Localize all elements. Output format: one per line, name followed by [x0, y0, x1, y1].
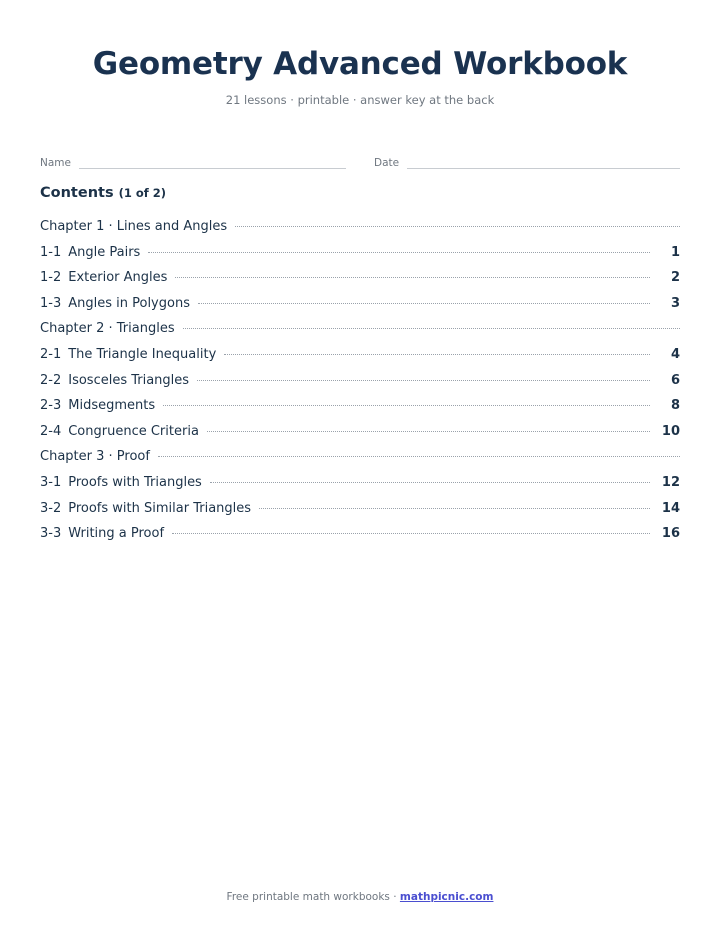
toc-lesson-title: Proofs with Similar Triangles: [68, 500, 252, 516]
toc-page-number: 6: [670, 372, 680, 388]
name-field[interactable]: [40, 157, 346, 169]
toc-lesson-number: 3-2: [40, 500, 62, 516]
toc-chapter-row: [40, 449, 680, 475]
toc-dot-leader: [224, 354, 650, 355]
toc-lesson-row: [40, 475, 680, 501]
toc-page-number: 10: [661, 423, 680, 439]
table-of-contents: [40, 219, 680, 552]
toc-lesson-title: Midsegments: [68, 398, 156, 414]
toc-lesson-row: [40, 398, 680, 424]
toc-chapter-row: [40, 321, 680, 347]
toc-lesson-number: 1-1: [40, 244, 62, 260]
contents-page-count: (1 of 2): [118, 186, 167, 200]
name-label: Name: [40, 157, 71, 169]
toc-lesson-row: [40, 373, 680, 399]
toc-lesson-title: Isosceles Triangles: [68, 372, 190, 388]
toc-lesson-number: 2-4: [40, 423, 62, 439]
toc-dot-leader: [172, 533, 650, 534]
toc-dot-leader: [198, 303, 650, 304]
toc-dot-leader: [210, 482, 650, 483]
toc-page-number: 2: [670, 270, 680, 286]
toc-page-number: 14: [661, 500, 680, 516]
toc-lesson-title: Angles in Polygons: [68, 295, 190, 311]
toc-lesson-title: The Triangle Inequality: [68, 346, 217, 362]
contents-heading-text: Contents: [40, 185, 114, 201]
toc-dot-leader: [259, 508, 650, 509]
toc-lesson-row: [40, 296, 680, 322]
toc-lesson-title: Exterior Angles: [68, 270, 168, 286]
toc-lesson-number: 3-1: [40, 474, 62, 490]
date-line: [407, 160, 680, 169]
toc-dot-leader: [163, 405, 650, 406]
toc-dot-leader: [207, 431, 650, 432]
toc-lesson-number: 3-3: [40, 526, 62, 542]
toc-dot-leader: [175, 277, 650, 278]
toc-lesson-number: 2-2: [40, 372, 62, 388]
toc-lesson-title: Writing a Proof: [68, 526, 165, 542]
contents-heading: [40, 185, 166, 201]
toc-lesson-number: 1-3: [40, 295, 62, 311]
toc-page-number: 16: [661, 526, 680, 542]
toc-lesson-number: 2-3: [40, 398, 62, 414]
toc-page-number: 8: [670, 398, 680, 414]
toc-page-number: 4: [670, 346, 680, 362]
toc-dot-leader: [148, 252, 650, 253]
toc-lesson-number: 1-2: [40, 270, 62, 286]
toc-lesson-row: [40, 270, 680, 296]
name-line: [79, 160, 346, 169]
toc-dot-leader: [197, 380, 650, 381]
student-fields: [40, 157, 680, 173]
toc-dot-leader: [158, 456, 680, 457]
toc-lesson-title: Proofs with Triangles: [68, 474, 202, 490]
toc-lesson-title: Congruence Criteria: [68, 423, 199, 439]
toc-chapter-row: [40, 219, 680, 245]
toc-lesson-row: [40, 424, 680, 450]
toc-lesson-row: [40, 501, 680, 527]
toc-page-number: 3: [670, 295, 680, 311]
toc-lesson-row: [40, 245, 680, 271]
toc-chapter-title: Chapter 2 · Triangles: [40, 321, 175, 337]
toc-page-number: 1: [670, 244, 680, 260]
toc-lesson-row: [40, 347, 680, 373]
date-label: Date: [374, 157, 400, 169]
page-title: Geometry Advanced Workbook: [92, 46, 628, 82]
footer-link[interactable]: mathpicnic.com: [399, 891, 494, 903]
page-subtitle: 21 lessons · printable · answer key at the back: [225, 93, 495, 107]
toc-dot-leader: [235, 226, 680, 227]
toc-lesson-row: [40, 526, 680, 552]
toc-page-number: 12: [661, 474, 680, 490]
toc-chapter-title: Chapter 1 · Lines and Angles: [40, 219, 228, 234]
date-field[interactable]: [374, 157, 680, 169]
toc-lesson-number: 2-1: [40, 346, 62, 362]
toc-dot-leader: [183, 328, 680, 329]
toc-chapter-title: Chapter 3 · Proof: [40, 449, 150, 465]
toc-lesson-title: Angle Pairs: [68, 244, 141, 260]
footer-text: Free printable math workbooks ·: [226, 891, 400, 903]
footer: [0, 891, 720, 903]
